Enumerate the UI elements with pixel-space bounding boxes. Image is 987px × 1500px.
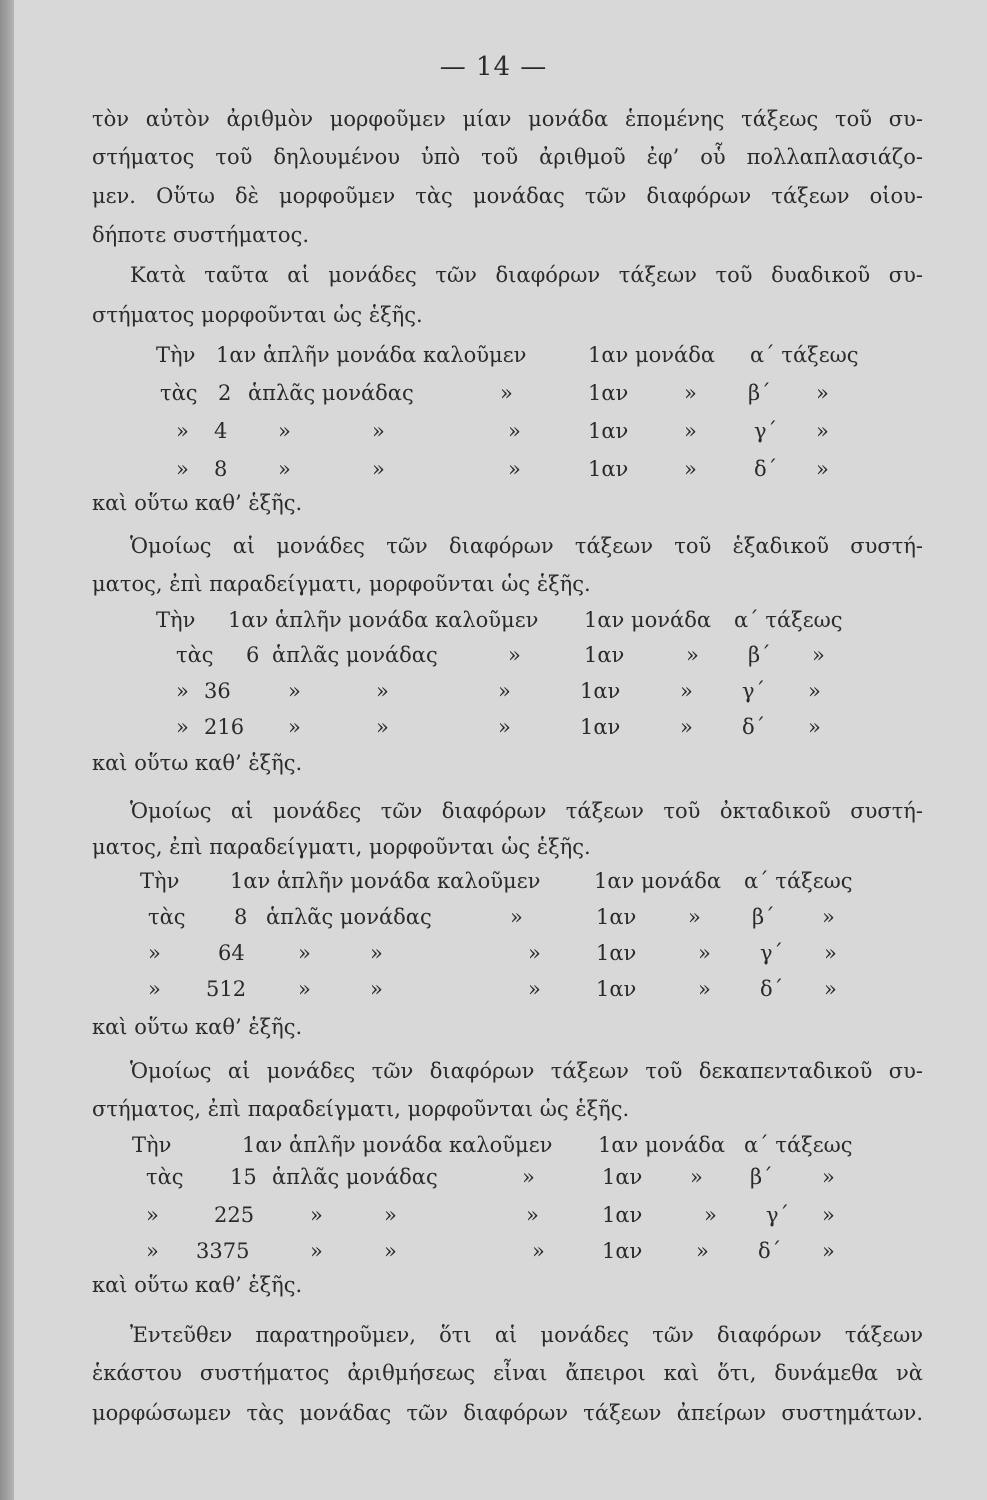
cell: »: [688, 905, 701, 929]
cell: τὰς: [160, 381, 198, 405]
section-outro: καὶ οὕτω καθ’ ἑξῆς.: [92, 491, 303, 515]
table-row: [176, 676, 896, 706]
section-outro: καὶ οὕτω καθ’ ἑξῆς.: [92, 1015, 303, 1039]
cell: »: [822, 905, 835, 929]
cell: »: [816, 457, 829, 481]
cell: 6: [246, 643, 260, 667]
cell: δ΄: [760, 977, 784, 1001]
cell: 1αν: [580, 715, 621, 739]
cell: »: [376, 679, 389, 703]
cell: 1αν ἁπλῆν μονάδα καλοῦμεν: [230, 869, 541, 893]
text-line: δήποτε συστήματος.: [92, 223, 310, 247]
cell: 1αν: [596, 941, 637, 965]
conclusion-line: Ἐντεῦθεν παρατηροῦμεν, ὅτι αἱ μονάδες τῶν διαφόρων τάξεων: [130, 1323, 923, 1347]
section-intro-line: στήματος μορφοῦνται ὡς ἑξῆς.: [92, 303, 423, 327]
cell: 4: [214, 419, 228, 443]
cell: »: [526, 1203, 539, 1227]
cell: »: [372, 457, 385, 481]
cell: 1αν: [602, 1165, 643, 1189]
cell: 1αν: [596, 905, 637, 929]
cell: »: [384, 1203, 397, 1227]
cell: 1αν μονάδα: [594, 869, 722, 893]
cell: »: [384, 1239, 397, 1263]
cell: α΄ τάξεως: [744, 869, 853, 893]
cell: ἁπλᾶς μονάδας: [272, 1165, 438, 1189]
cell: ἁπλᾶς μονάδας: [266, 905, 432, 929]
table-row: [148, 902, 888, 932]
cell: 1αν ἁπλῆν μονάδα καλοῦμεν: [216, 343, 527, 367]
cell: Τὴν: [156, 343, 196, 367]
table-row: [160, 378, 880, 408]
cell: γ΄: [742, 679, 766, 703]
cell: 216: [204, 715, 245, 739]
cell: β΄: [748, 643, 771, 667]
cell: »: [176, 419, 189, 443]
cell: β΄: [748, 381, 771, 405]
section-intro-line: ματος, ἐπὶ παραδείγματι, μορφοῦνται ὡς ἑξῆς.: [92, 572, 591, 596]
cell: τὰς: [176, 643, 214, 667]
table-row: [176, 454, 896, 484]
cell: »: [824, 941, 837, 965]
cell: »: [508, 643, 521, 667]
cell: 512: [206, 977, 247, 1001]
cell: »: [146, 1239, 159, 1263]
text-line: τὸν αὐτὸν ἀριθμὸν μορφοῦμεν μίαν μονάδα ἑπομένης τάξεως τοῦ συ-: [92, 107, 923, 131]
conclusion-line: μορφώσωμεν τὰς μονάδας τῶν διαφόρων τάξεων ἀπείρων συστημάτων.: [92, 1401, 923, 1425]
cell: »: [822, 1165, 835, 1189]
cell: β΄: [752, 905, 775, 929]
cell: »: [696, 1239, 709, 1263]
cell: »: [498, 715, 511, 739]
table-row: [148, 938, 888, 968]
cell: »: [370, 977, 383, 1001]
cell: α΄ τάξεως: [750, 343, 859, 367]
table-row: [156, 340, 876, 370]
cell: »: [498, 679, 511, 703]
cell: »: [522, 1165, 535, 1189]
cell: »: [310, 1203, 323, 1227]
cell: 1αν: [602, 1203, 643, 1227]
cell: 1αν: [588, 457, 629, 481]
cell: Τὴν: [140, 869, 180, 893]
cell: »: [816, 381, 829, 405]
cell: 15: [230, 1165, 257, 1189]
page-number: — 14 —: [439, 52, 548, 82]
cell: δ΄: [758, 1239, 782, 1263]
cell: 3375: [196, 1239, 250, 1263]
cell: »: [508, 419, 521, 443]
cell: 1αν: [588, 381, 629, 405]
cell: »: [532, 1239, 545, 1263]
cell: »: [816, 419, 829, 443]
cell: »: [822, 1203, 835, 1227]
section-outro: καὶ οὕτω καθ’ ἑξῆς.: [92, 1273, 303, 1297]
cell: »: [808, 715, 821, 739]
cell: »: [278, 419, 291, 443]
section-intro-line: Ὁμοίως αἱ μονάδες τῶν διαφόρων τάξεων τοῦ ἑξαδικοῦ συστή-: [130, 534, 923, 558]
table-row: [146, 1236, 886, 1266]
table-row: [146, 1200, 886, 1230]
cell: 8: [214, 457, 228, 481]
cell: »: [686, 643, 699, 667]
cell: »: [510, 905, 523, 929]
cell: α΄ τάξεως: [734, 608, 843, 632]
cell: »: [684, 381, 697, 405]
cell: »: [698, 941, 711, 965]
cell: »: [822, 1239, 835, 1263]
cell: »: [824, 977, 837, 1001]
cell: »: [684, 419, 697, 443]
cell: γ΄: [754, 419, 778, 443]
cell: »: [376, 715, 389, 739]
cell: »: [508, 457, 521, 481]
cell: »: [288, 679, 301, 703]
cell: »: [148, 977, 161, 1001]
section-intro-line: Κατὰ ταῦτα αἱ μονάδες τῶν διαφόρων τάξεων τοῦ δυαδικοῦ συ-: [130, 263, 923, 287]
section-intro-line: ματος, ἐπὶ παραδείγματι, μορφοῦνται ὡς ἑξῆς.: [92, 835, 591, 859]
cell: 8: [234, 905, 248, 929]
table-row: [146, 1162, 886, 1192]
cell: »: [528, 941, 541, 965]
cell: 1αν: [588, 419, 629, 443]
table-row: [132, 1130, 882, 1160]
cell: α΄ τάξεως: [744, 1133, 853, 1157]
cell: »: [298, 941, 311, 965]
page-edge: [0, 0, 14, 1500]
section-intro-line: Ὁμοίως αἱ μονάδες τῶν διαφόρων τάξεων τοῦ ὀκταδικοῦ συστή-: [130, 799, 923, 823]
cell: »: [146, 1203, 159, 1227]
cell: »: [528, 977, 541, 1001]
cell: 2: [218, 381, 232, 405]
cell: »: [370, 941, 383, 965]
cell: »: [176, 679, 189, 703]
table-row: [140, 866, 880, 896]
cell: ἁπλᾶς μονάδας: [248, 381, 414, 405]
conclusion-line: ἑκάστου συστήματος ἀριθμήσεως εἶναι ἄπειροι καὶ ὅτι, δυνάμεθα νὰ: [92, 1361, 923, 1385]
table-row: [176, 712, 896, 742]
cell: 1αν: [580, 679, 621, 703]
cell: »: [680, 679, 693, 703]
cell: 1αν: [596, 977, 637, 1001]
table-row: [148, 974, 888, 1004]
cell: 1αν μονάδα: [584, 608, 712, 632]
cell: τὰς: [148, 905, 186, 929]
cell: τὰς: [146, 1165, 184, 1189]
cell: »: [176, 715, 189, 739]
cell: »: [298, 977, 311, 1001]
cell: δ΄: [754, 457, 778, 481]
cell: 1αν: [584, 643, 625, 667]
cell: »: [808, 679, 821, 703]
cell: Τὴν: [132, 1133, 172, 1157]
table-row: [156, 605, 876, 635]
cell: »: [148, 941, 161, 965]
cell: δ΄: [742, 715, 766, 739]
cell: »: [690, 1165, 703, 1189]
cell: γ΄: [766, 1203, 790, 1227]
text-line: στήματος τοῦ δηλουμένου ὑπὸ τοῦ ἀριθμοῦ ἐφ’ οὗ πολλαπλασιάζο-: [92, 145, 923, 169]
cell: Τὴν: [156, 608, 196, 632]
cell: 36: [204, 679, 231, 703]
cell: ἁπλᾶς μονάδας: [272, 643, 438, 667]
section-outro: καὶ οὕτω καθ’ ἑξῆς.: [92, 751, 303, 775]
cell: 64: [218, 941, 245, 965]
cell: 1αν μονάδα: [588, 343, 716, 367]
cell: 1αν ἁπλῆν μονάδα καλοῦμεν: [242, 1133, 553, 1157]
cell: 1αν μονάδα: [598, 1133, 726, 1157]
cell: »: [372, 419, 385, 443]
section-intro-line: Ὁμοίως αἱ μονάδες τῶν διαφόρων τάξεων τοῦ δεκαπενταδικοῦ συ-: [130, 1059, 923, 1083]
cell: »: [278, 457, 291, 481]
cell: »: [310, 1239, 323, 1263]
text-line: μεν. Οὕτω δὲ μορφοῦμεν τὰς μονάδας τῶν διαφόρων τάξεων οἱου-: [92, 184, 923, 208]
cell: 225: [214, 1203, 255, 1227]
table-row: [176, 640, 896, 670]
cell: »: [288, 715, 301, 739]
table-row: [176, 416, 896, 446]
section-intro-line: στήματος, ἐπὶ παραδείγματι, μορφοῦνται ὡς ἑξῆς.: [92, 1097, 630, 1121]
cell: β΄: [750, 1165, 773, 1189]
cell: »: [812, 643, 825, 667]
cell: »: [680, 715, 693, 739]
cell: »: [500, 381, 513, 405]
cell: »: [684, 457, 697, 481]
cell: »: [176, 457, 189, 481]
cell: γ΄: [760, 941, 784, 965]
cell: »: [698, 977, 711, 1001]
cell: 1αν: [602, 1239, 643, 1263]
cell: »: [704, 1203, 717, 1227]
cell: 1αν ἁπλῆν μονάδα καλοῦμεν: [228, 608, 539, 632]
